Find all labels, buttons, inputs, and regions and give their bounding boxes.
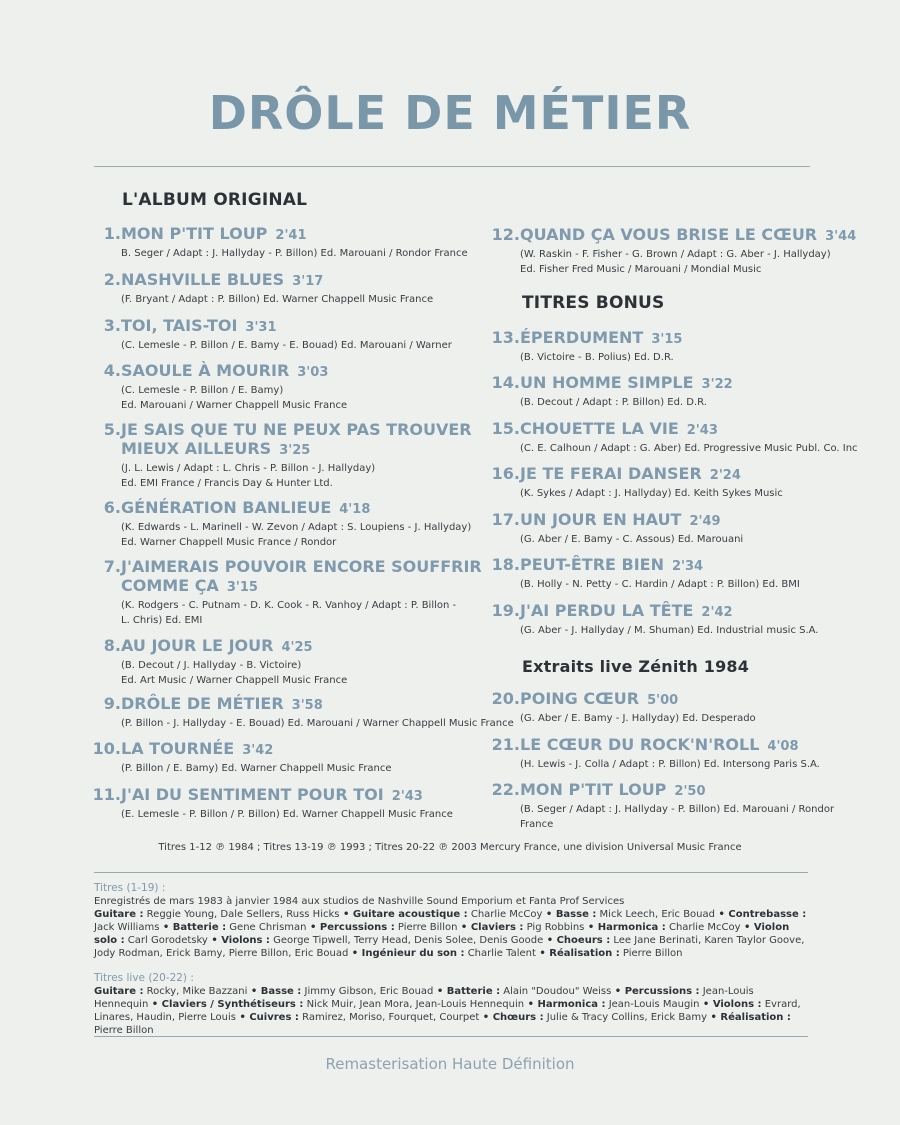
bullet-separator: • — [543, 935, 557, 946]
role-label: Ingénieur du son : — [361, 948, 465, 959]
track-credits: Ed. Warner Chappell Music France / Rondor — [121, 537, 337, 548]
role-label: Réalisation : — [549, 948, 620, 959]
track-duration: 3'25 — [279, 443, 311, 458]
role-names: Evrard, Linares, Haudin, Pierre Louis — [94, 999, 801, 1023]
track-duration: 2'24 — [709, 468, 741, 483]
track-title: MON P'TIT LOUP — [121, 224, 268, 243]
role-label: Basse : — [555, 909, 597, 920]
track-number: 14. — [491, 373, 520, 392]
track-title: POING CŒUR — [520, 689, 640, 708]
track-number: 5. — [103, 420, 121, 439]
track-credits: L. Chris) Ed. EMI — [121, 615, 203, 626]
role-names: Jimmy Gibson, Eric Bouad — [304, 986, 434, 997]
track-credits: (K. Sykes / Adapt : J. Hallyday) Ed. Keith Sykes Music — [520, 488, 783, 499]
bullet-separator: • — [740, 922, 754, 933]
track-2 — [81, 270, 433, 306]
bullet-separator: • — [306, 922, 320, 933]
role-names: Alain "Doudou" Weiss — [503, 986, 612, 997]
studio-personnel — [94, 882, 810, 960]
track-duration: 2'43 — [686, 423, 718, 438]
role-names: Pierre Billon — [622, 948, 683, 959]
track-5 — [81, 420, 472, 490]
section-live-heading: Extraits live Zénith 1984 — [522, 657, 750, 676]
track-credits: (C. E. Calhoun / Adapt : G. Aber) Ed. Progressive Music Publ. Co. Inc — [520, 443, 858, 454]
bullet-separator: • — [707, 1012, 721, 1023]
track-21 — [480, 735, 820, 771]
track-title: AU JOUR LE JOUR — [121, 636, 274, 655]
track-title: J'AI DU SENTIMENT POUR TOI — [121, 785, 384, 804]
track-title: MON P'TIT LOUP — [520, 780, 667, 799]
track-duration: 2'41 — [275, 228, 307, 243]
track-title: UN HOMME SIMPLE — [520, 373, 694, 392]
bullet-separator: • — [247, 986, 261, 997]
bullet-separator: • — [524, 999, 538, 1010]
studio-roles — [94, 908, 810, 960]
role-label: Guitare : — [94, 986, 144, 997]
track-duration: 2'49 — [689, 514, 721, 529]
bullet-separator: • — [433, 986, 447, 997]
role-label: Harmonica : — [537, 999, 606, 1010]
page-title: DRÔLE DE MÉTIER — [208, 86, 692, 140]
track-10 — [81, 739, 392, 775]
track-credits: (P. Billon / E. Bamy) Ed. Warner Chappell Music France — [121, 763, 392, 774]
track-credits: (C. Lemesle - P. Billon / E. Bamy - E. Bouad) Ed. Marouani / Warner — [121, 340, 452, 351]
track-duration: 3'15 — [651, 332, 683, 347]
track-20 — [480, 689, 756, 725]
role-label: Violon solo : — [94, 922, 790, 946]
track-title: ÉPERDUMENT — [520, 328, 644, 347]
track-credits: (B. Decout / J. Hallyday - B. Victoire) — [121, 660, 302, 671]
track-title: TOI, TAIS-TOI — [121, 316, 238, 335]
bullet-separator: • — [542, 909, 556, 920]
track-title: GÉNÉRATION BANLIEUE — [121, 498, 332, 517]
track-credits: Ed. Fisher Fred Music / Marouani / Mondial Music — [520, 264, 762, 275]
track-title-continued: MIEUX AILLEURS — [121, 439, 272, 458]
track-credits: (J. L. Lewis / Adapt : L. Chris - P. Billon - J. Hallyday) — [121, 463, 376, 474]
role-label: Batterie : — [446, 986, 501, 997]
track-duration: 4'25 — [281, 640, 313, 655]
role-names: Jean-Louis Maugin — [608, 999, 700, 1010]
track-credits: (W. Raskin - F. Fisher - G. Brown / Adapt : G. Aber - J. Hallyday) — [520, 249, 831, 260]
bullet-separator: • — [339, 909, 353, 920]
track-number: 16. — [491, 464, 520, 483]
live-roles — [94, 985, 810, 1037]
track-duration: 3'22 — [701, 377, 733, 392]
track-title: CHOUETTE LA VIE — [520, 419, 679, 438]
track-title: LE CŒUR DU ROCK'N'ROLL — [520, 735, 760, 754]
track-number: 9. — [103, 694, 121, 713]
role-names: Pierre Billon — [397, 922, 458, 933]
track-duration: 5'00 — [647, 693, 679, 708]
track-duration: 3'42 — [242, 743, 274, 758]
track-duration: 3'17 — [292, 274, 324, 289]
track-credits: (B. Victoire - B. Polius) Ed. D.R. — [520, 352, 674, 363]
track-number: 6. — [103, 498, 121, 517]
role-names: Julie & Tracy Collins, Erick Bamy — [546, 1012, 708, 1023]
track-number: 8. — [103, 636, 121, 655]
role-label: Claviers : — [470, 922, 524, 933]
track-number: 21. — [491, 735, 520, 754]
track-number: 19. — [491, 601, 520, 620]
track-4 — [81, 361, 347, 412]
track-duration: 2'42 — [701, 605, 733, 620]
track-credits: Ed. Art Music / Warner Chappell Music France — [121, 675, 348, 686]
role-label: Harmonica : — [597, 922, 666, 933]
bullet-separator: • — [207, 935, 222, 946]
live-personnel — [94, 972, 810, 1037]
role-names: Nick Muir, Jean Mora, Jean-Louis Hennequin — [306, 999, 525, 1010]
track-duration: 3'03 — [297, 365, 329, 380]
track-13 — [480, 328, 682, 364]
role-names: Ramirez, Moriso, Fourquet, Courpet — [302, 1012, 480, 1023]
role-names: Gene Chrisman — [229, 922, 307, 933]
track-credits: (K. Edwards - L. Marinell - W. Zevon / Adapt : S. Loupiens - J. Hallyday) — [121, 522, 472, 533]
role-label: Réalisation : — [720, 1012, 791, 1023]
role-names: Charlie McCoy — [470, 909, 543, 920]
studio-recording-info: Enregistrés de mars 1983 à janvier 1984 aux studios de Nashville Sound Emporium et Fanta Prof Services — [94, 896, 625, 907]
track-number: 11. — [92, 785, 121, 804]
track-number: 18. — [491, 555, 520, 574]
role-label: Violons : — [221, 935, 270, 946]
track-credits: Ed. EMI France / Francis Day & Hunter Ltd. — [121, 478, 333, 489]
role-label: Percussions : — [319, 922, 395, 933]
track-number: 2. — [103, 270, 121, 289]
track-duration: 3'44 — [825, 229, 857, 244]
live-personnel-heading: Titres live (20-22) : — [94, 972, 194, 984]
track-credits: (H. Lewis - J. Colla / Adapt : P. Billon) Ed. Intersong Paris S.A. — [520, 759, 820, 770]
track-6 — [81, 498, 471, 549]
role-names: Jean-Louis Hennequin — [94, 986, 754, 1010]
track-15 — [480, 419, 858, 455]
track-number: 3. — [103, 316, 121, 335]
track-credits: (F. Bryant / Adapt : P. Billon) Ed. Warner Chappell Music France — [121, 294, 434, 305]
role-label: Contrebasse : — [728, 909, 807, 920]
bullet-separator: • — [235, 1012, 250, 1023]
track-credits: (C. Lemesle - P. Billon / E. Bamy) — [121, 385, 284, 396]
track-title: PEUT-ÊTRE BIEN — [520, 555, 664, 574]
track-credits: (K. Rodgers - C. Putnam - D. K. Cook - R. Vanhoy / Adapt : P. Billon - — [121, 600, 457, 611]
track-title: NASHVILLE BLUES — [121, 270, 285, 289]
track-duration: 3'58 — [291, 698, 323, 713]
mid-divider — [94, 872, 808, 873]
role-label: Percussions : — [624, 986, 700, 997]
track-16 — [480, 464, 783, 500]
track-title: UN JOUR EN HAUT — [520, 510, 682, 529]
track-duration: 2'34 — [671, 559, 704, 574]
track-title: J'AI PERDU LA TÊTE — [520, 601, 694, 620]
track-title: DRÔLE DE MÉTIER — [121, 694, 284, 713]
track-title: J'AIMERAIS POUVOIR ENCORE SOUFFRIR — [121, 557, 482, 576]
role-label: Guitare acoustique : — [352, 909, 468, 920]
role-names: Mick Leech, Eric Bouad — [599, 909, 715, 920]
role-label: Chœurs : — [492, 1012, 544, 1023]
bullet-separator: • — [148, 999, 162, 1010]
role-names: Carl Gorodetsky — [127, 935, 208, 946]
top-divider — [94, 166, 810, 167]
role-label: Claviers / Synthétiseurs : — [161, 999, 304, 1010]
track-number: 4. — [103, 361, 121, 380]
track-credits: Ed. Marouani / Warner Chappell Music France — [121, 400, 348, 411]
role-label: Violons : — [712, 999, 762, 1010]
track-12 — [480, 225, 856, 276]
bullet-separator: • — [479, 1012, 493, 1023]
bullet-separator: • — [611, 986, 625, 997]
role-label: Choeurs : — [556, 935, 611, 946]
track-duration: 3'15 — [226, 580, 258, 595]
track-number: 12. — [491, 225, 520, 244]
track-title: LA TOURNÉE — [121, 739, 235, 758]
role-names: Pig Robbins — [526, 922, 585, 933]
role-label: Cuivres : — [249, 1012, 299, 1023]
role-names: Charlie Talent — [467, 948, 536, 959]
role-names: George Tipwell, Terry Head, Denis Solee, Denis Goode — [273, 935, 544, 946]
track-7 — [81, 557, 482, 627]
track-credits: B. Seger / Adapt : J. Hallyday - P. Billon) Ed. Marouani / Rondor France — [121, 248, 468, 259]
track-credits: (B. Holly - N. Petty - C. Hardin / Adapt : P. Billon) Ed. BMI — [520, 579, 800, 590]
role-names: Lee Jane Berinati, Karen Taylor Goove, Jody Rodman, Erick Bamy, Pierre Billon, Eric Bouad — [94, 935, 805, 959]
track-credits: (G. Aber - J. Hallyday / M. Shuman) Ed. Industrial music S.A. — [520, 625, 819, 636]
track-number: 10. — [92, 739, 121, 758]
track-11 — [81, 785, 453, 821]
track-duration: 3'31 — [245, 320, 277, 335]
track-18 — [480, 555, 800, 591]
track-number: 1. — [103, 224, 121, 243]
track-number: 15. — [491, 419, 520, 438]
bullet-separator: • — [535, 948, 550, 959]
track-duration: 2'50 — [674, 784, 706, 799]
track-number: 22. — [491, 780, 520, 799]
track-credits: (G. Aber / E. Bamy - C. Assous) Ed. Marouani — [520, 534, 744, 545]
section-original-heading: L'ALBUM ORIGINAL — [122, 190, 308, 210]
bullet-separator: • — [457, 922, 471, 933]
track-title: SAOULE À MOURIR — [121, 361, 290, 380]
bullet-separator: • — [348, 948, 362, 959]
bullet-separator: • — [699, 999, 713, 1010]
role-names: Rocky, Mike Bazzani — [146, 986, 248, 997]
track-22 — [480, 780, 834, 831]
track-title: QUAND ÇA VOUS BRISE LE CŒUR — [520, 225, 818, 244]
track-number: 13. — [491, 328, 520, 347]
bullet-separator: • — [584, 922, 598, 933]
track-17 — [480, 510, 743, 546]
track-title: JE SAIS QUE TU NE PEUX PAS TROUVER — [121, 420, 472, 439]
track-credits: (P. Billon - J. Hallyday - E. Bouad) Ed. Marouani / Warner Chappell Music France — [121, 718, 514, 729]
track-credits: (B. Decout / Adapt : P. Billon) Ed. D.R. — [520, 397, 707, 408]
track-duration: 4'18 — [339, 502, 371, 517]
track-title: JE TE FERAI DANSER — [520, 464, 702, 483]
track-1 — [81, 224, 468, 260]
role-label: Batterie : — [172, 922, 227, 933]
track-9 — [81, 694, 514, 730]
role-label: Basse : — [260, 986, 302, 997]
role-names: Charlie McCoy — [668, 922, 741, 933]
track-8 — [81, 636, 347, 687]
track-credits: France — [520, 819, 554, 830]
track-number: 17. — [491, 510, 520, 529]
section-bonus-heading: TITRES BONUS — [522, 293, 665, 313]
track-14 — [480, 373, 733, 409]
track-credits: (G. Aber / E. Bamy - J. Hallyday) Ed. Desperado — [520, 713, 756, 724]
role-label: Guitare : — [94, 909, 144, 920]
track-duration: 2'43 — [391, 789, 423, 804]
track-title-continued: COMME ÇA — [121, 576, 219, 595]
track-credits: (E. Lemesle - P. Billon / P. Billon) Ed. Warner Chappell Music France — [121, 809, 453, 820]
track-19 — [480, 601, 819, 637]
track-3 — [81, 316, 452, 352]
remaster-note: Remasterisation Haute Définition — [325, 1055, 575, 1073]
track-duration: 4'08 — [767, 739, 799, 754]
role-names: Reggie Young, Dale Sellers, Russ Hicks — [146, 909, 340, 920]
bullet-separator: • — [159, 922, 173, 933]
role-names: Jack Williams — [94, 922, 160, 933]
role-names: Pierre Billon — [94, 1025, 154, 1036]
track-number: 7. — [103, 557, 121, 576]
bottom-divider — [94, 1036, 808, 1037]
copyright-line: Titres 1-12 ℗ 1984 ; Titres 13-19 ℗ 1993 ; Titres 20-22 ℗ 2003 Mercury France, une division Universal Music France — [158, 842, 742, 853]
track-credits: (B. Seger / Adapt : J. Hallyday - P. Billon) Ed. Marouani / Rondor — [520, 804, 835, 815]
studio-personnel-heading: Titres (1-19) : — [94, 882, 166, 894]
track-number: 20. — [491, 689, 520, 708]
bullet-separator: • — [715, 909, 729, 920]
